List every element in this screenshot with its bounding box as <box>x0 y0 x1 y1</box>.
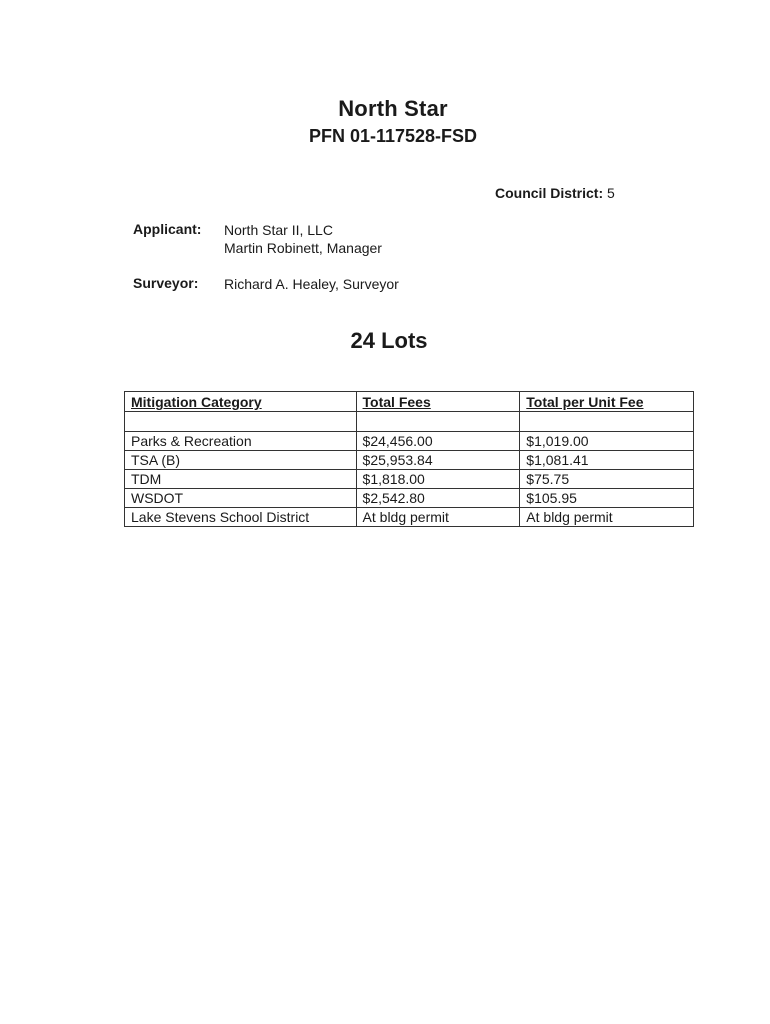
header-total-per-unit-fee: Total per Unit Fee <box>520 392 694 412</box>
table-cell <box>520 412 694 432</box>
council-district-value: 5 <box>607 185 615 201</box>
council-district <box>495 185 615 201</box>
table-cell: $2,542.80 <box>356 489 520 508</box>
table-cell: Lake Stevens School District <box>125 508 357 527</box>
applicant-name: North Star II, LLC <box>224 222 333 238</box>
table-cell: At bldg permit <box>520 508 694 527</box>
council-district-label: Council District: <box>495 185 604 201</box>
table-header-row <box>125 392 694 412</box>
document-title: North Star <box>338 96 448 121</box>
lots-heading: 24 Lots <box>350 328 428 353</box>
pfn-number: PFN 01-117528-FSD <box>308 126 478 146</box>
mitigation-fee-table <box>124 391 694 527</box>
table-cell: $24,456.00 <box>356 432 520 451</box>
table-cell <box>356 412 520 432</box>
table-row <box>125 432 694 451</box>
table-cell: $105.95 <box>520 489 694 508</box>
table-cell: $75.75 <box>520 470 694 489</box>
table-cell <box>125 412 357 432</box>
table-cell: $25,953.84 <box>356 451 520 470</box>
table-cell: Parks & Recreation <box>125 432 357 451</box>
table-cell: TSA (B) <box>125 451 357 470</box>
table-spacer-row <box>125 412 694 432</box>
table-cell: $1,081.41 <box>520 451 694 470</box>
table-cell: $1,019.00 <box>520 432 694 451</box>
table-cell: TDM <box>125 470 357 489</box>
table-cell: WSDOT <box>125 489 357 508</box>
applicant-manager: Martin Robinett, Manager <box>224 240 382 256</box>
surveyor-label: Surveyor: <box>133 275 199 291</box>
table-row <box>125 451 694 470</box>
table-row <box>125 470 694 489</box>
table-row <box>125 489 694 508</box>
table-row <box>125 508 694 527</box>
applicant-value <box>224 221 382 257</box>
header-total-fees: Total Fees <box>356 392 520 412</box>
table-cell: At bldg permit <box>356 508 520 527</box>
applicant-label: Applicant: <box>133 221 202 237</box>
surveyor-value: Richard A. Healey, Surveyor <box>224 276 399 292</box>
header-mitigation-category: Mitigation Category <box>125 392 357 412</box>
table-cell: $1,818.00 <box>356 470 520 489</box>
